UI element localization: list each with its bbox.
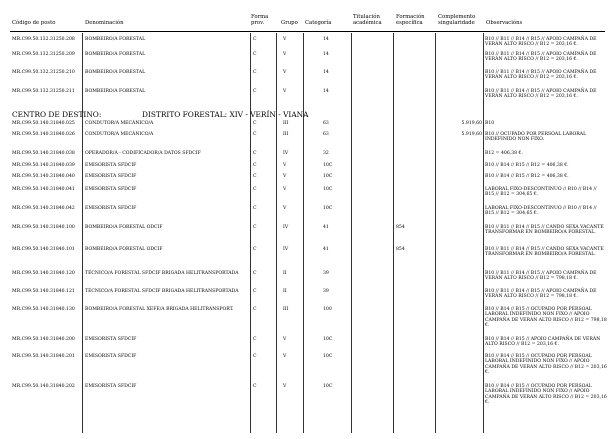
column-divider (82, 33, 83, 433)
column-divider (483, 33, 484, 433)
post-code: MR.C99.50.140.31840.042 (12, 206, 75, 211)
post-forma: C (253, 307, 257, 312)
post-categoria: 63 (323, 121, 329, 126)
post-code: MR.C99.50.140.31840.039 (12, 163, 75, 168)
post-forma: C (253, 151, 257, 156)
post-code: MR.C99.50.140.31840.041 (12, 187, 75, 192)
post-observations: B10 // B14 // B15 // B12 = 406,38 €. (485, 174, 569, 179)
post-grupo: V (283, 354, 287, 359)
destination-district: DISTRITO FORESTAL: XIV - VERÍN - VIANA (142, 110, 309, 119)
post-denomination: EMISORISTA SFDCIF (85, 163, 137, 168)
post-observations: B10 // B14 // B15 // OCUPADO POR PERSOAL LABORAL INDEFINIDO NON FIXO // APOIO CAMPAÑA DE VERÁN ALTO RISCO // B12 = 203,16 €. (485, 354, 607, 376)
header-denominacion: Denominación (85, 20, 124, 26)
post-code: MR.C99.50.140.31840.121 (12, 289, 75, 294)
post-denomination: CONDUTOR/A MECÁNICO/A (85, 121, 154, 126)
header-grupo: Grupo (281, 20, 298, 26)
post-grupo: III (283, 132, 289, 137)
header-formacion: Formación específica (396, 14, 425, 27)
post-forma: C (253, 354, 257, 359)
post-code: MR.C99.50.132.31250.210 (12, 70, 75, 75)
post-forma: C (253, 52, 257, 57)
post-grupo: II (283, 271, 287, 276)
post-grupo: V (283, 89, 287, 94)
post-code: MR.C99.50.140.31840.026 (12, 132, 75, 137)
post-denomination: EMISORISTA SFDCIF (85, 354, 137, 359)
post-observations: B10 // B14 // B15 // OCUPADO POR PERSOAL LABORAL INDEFINIDO NON FIXO // APOIO CAMPAÑA DE VERÁN ALTO RISCO // B12 = 798,18 €. (485, 307, 607, 329)
table-header (0, 0, 615, 32)
post-forma: C (253, 206, 257, 211)
column-divider (393, 33, 394, 433)
post-forma: C (253, 132, 257, 137)
post-grupo: IV (283, 247, 289, 252)
post-denomination: BOMBEIRO/A FORESTAL XEFE/A BRIGADA HELITRANSPORT. (85, 307, 234, 312)
post-denomination: BOMBEIRO/A FORESTAL (85, 52, 146, 57)
post-forma: C (253, 163, 257, 168)
post-denomination: EMISORISTA SFDCIF (85, 384, 137, 389)
post-denomination: BOMBEIRO/A FORESTAL (85, 37, 146, 42)
post-observations: B10 // B11 // B14 // B15 // APOIO CAMPAÑA DE VERÁN ALTO RISCO // B12 = 203,16 €. (485, 37, 597, 48)
post-categoria: 10C (323, 174, 333, 179)
post-grupo: V (283, 52, 287, 57)
post-observations: B10 // B11 // B14 // B15 // CANDO SEXA VACANTE TRANSFORMAR EN BOMBEIRO/A FORESTAL. (485, 247, 604, 258)
post-observations: B10 (485, 121, 495, 126)
post-observations: B12 = 406,38 €. (485, 151, 523, 156)
header-categoria: Categoría (305, 20, 332, 26)
header-complemento: Complemento singularidade (438, 14, 476, 27)
post-categoria: 10C (323, 206, 333, 211)
column-divider (276, 33, 277, 433)
post-grupo: V (283, 187, 287, 192)
header-titulacion: Titulación académica (353, 14, 382, 27)
post-grupo: V (283, 70, 287, 75)
post-categoria: 10C (323, 337, 333, 342)
header-forma: Forma prov. (251, 14, 269, 27)
column-divider (435, 33, 436, 433)
post-categoria: 41 (323, 247, 329, 252)
post-categoria: 10C (323, 163, 333, 168)
post-formation: 854 (396, 247, 405, 252)
post-categoria: 14 (323, 89, 329, 94)
post-forma: C (253, 174, 257, 179)
post-grupo: IV (283, 151, 289, 156)
post-categoria: 32 (323, 151, 329, 156)
post-observations: B10 // OCUPADO POR PERSOAL LABORAL INDEFINIDO NON FIXO. (485, 132, 587, 143)
column-divider (351, 33, 352, 433)
post-code: MR.C99.50.140.31840.200 (12, 337, 75, 342)
post-categoria: 39 (323, 271, 329, 276)
post-categoria: 10C (323, 384, 333, 389)
post-denomination: BOMBEIRO/A FORESTAL ODCIF (85, 247, 163, 252)
post-forma: C (253, 187, 257, 192)
post-forma: C (253, 247, 257, 252)
post-denomination: TÉCNICO/A FORESTAL SFDCIF BRIGADA HELITRANSPORTADA (85, 271, 239, 276)
post-code: MR.C99.50.140.31840.038 (12, 151, 75, 156)
post-grupo: V (283, 163, 287, 168)
post-observations: B10 // B11 // B14 // B15 // APOIO CAMPAÑA DE VERÁN ALTO RISCO // B12 = 203,16 €. (485, 89, 597, 100)
post-denomination: BOMBEIRO/A FORESTAL (85, 70, 146, 75)
post-forma: C (253, 89, 257, 94)
post-grupo: II (283, 289, 287, 294)
post-code: MR.C99.50.140.31840.120 (12, 271, 75, 276)
post-denomination: CONDUTOR/A MECÁNICO/A (85, 132, 154, 137)
post-formation: 854 (396, 225, 405, 230)
post-denomination: EMISORISTA SFDCIF (85, 337, 137, 342)
post-categoria: 63 (323, 132, 329, 137)
post-grupo: III (283, 121, 289, 126)
post-forma: C (253, 384, 257, 389)
post-grupo: V (283, 206, 287, 211)
post-grupo: IV (283, 225, 289, 230)
column-divider (250, 33, 251, 433)
post-denomination: TÉCNICO/A FORESTAL SFDCIF BRIGADA HELITRANSPORTADA (85, 289, 239, 294)
header-code: Código de posto (12, 20, 56, 26)
post-forma: C (253, 289, 257, 294)
post-categoria: 14 (323, 37, 329, 42)
post-code: MR.C99.50.140.31840.201 (12, 354, 75, 359)
post-forma: C (253, 225, 257, 230)
post-observations: B10 // B11 // B14 // B15 // APOIO CAMPAÑA DE VERÁN ALTO RISCO // B12 = 203,16 €. (485, 70, 597, 81)
post-grupo: III (283, 307, 289, 312)
post-code: MR.C99.50.132.31250.211 (12, 89, 75, 94)
post-observations: B10 // B14 // B15 // B12 = 406,38 €. (485, 163, 569, 168)
column-divider (303, 33, 304, 433)
post-observations: B10 // B11 // B14 // B15 // APOIO CAMPAÑA DE VERÁN ALTO RISCO // B12 = 203,16 €. (485, 52, 597, 63)
post-observations: B10 // B14 // B15 // APOIO CAMPAÑA DE VERÁN ALTO RISCO // B12 = 203,16 €. (485, 337, 601, 348)
post-forma: C (253, 271, 257, 276)
post-observations: B10 // B11 // B14 // B15 // APOIO CAMPAÑA DE VERÁN ALTO RISCO // B12 = 798,18 €. (485, 271, 597, 282)
post-categoria: 41 (323, 225, 329, 230)
post-denomination: OPERADOR/A - CODIFICADOR/A DATOS SFDCIF (85, 151, 201, 156)
post-observations: B10 // B14 // B15 // OCUPADO POR PERSOAL LABORAL INDEFINIDO NON FIXO // APOIO CAMPAÑA DE VERÁN ALTO RISCO // B12 = 203,16 €. (485, 384, 607, 406)
post-forma: C (253, 337, 257, 342)
post-code: MR.C99.50.140.31840.202 (12, 384, 75, 389)
header-observacions: Observacións (486, 20, 523, 26)
post-categoria: 10C (323, 187, 333, 192)
post-code: MR.C99.50.140.31840.100 (12, 225, 75, 230)
post-grupo: V (283, 37, 287, 42)
post-observations: LABORAL FIXO-DESCONTINUO // B10 // B14 // B15 // B12 = 304,65 €. (485, 187, 597, 198)
post-observations: B10 // B11 // B14 // B15 // APOIO CAMPAÑA DE VERÁN ALTO RISCO // B12 = 798,18 €. (485, 289, 597, 300)
post-complement: 5.919,60 (461, 121, 482, 126)
header-rule (10, 31, 605, 32)
post-categoria: 14 (323, 70, 329, 75)
post-complement: 5.919,60 (461, 132, 482, 137)
post-categoria: 100 (323, 307, 332, 312)
post-categoria: 10C (323, 354, 333, 359)
post-forma: C (253, 121, 257, 126)
post-code: MR.C99.50.132.31250.209 (12, 52, 75, 57)
post-denomination: BOMBEIRO/A FORESTAL (85, 89, 146, 94)
post-denomination: EMISORISTA SFDCIF (85, 206, 137, 211)
post-observations: B10 // B11 // B14 // B15 // CANDO SEXA VACANTE TRANSFORMAR EN BOMBEIRO/A FORESTAL. (485, 225, 604, 236)
post-forma: C (253, 70, 257, 75)
destination-label: CENTRO DE DESTINO: (12, 110, 102, 119)
post-denomination: EMISORISTA SFDCIF (85, 187, 137, 192)
post-code: MR.C99.50.140.31840.130 (12, 307, 75, 312)
post-forma: C (253, 37, 257, 42)
post-code: MR.C99.50.132.31250.208 (12, 37, 75, 42)
post-code: MR.C99.50.140.31840.101 (12, 247, 75, 252)
post-categoria: 14 (323, 52, 329, 57)
post-denomination: BOMBEIRO/A FORESTAL ODCIF (85, 225, 163, 230)
post-observations: LABORAL FIXO-DESCONTINUO // B10 // B14 // B15 // B12 = 304,65 €. (485, 206, 597, 217)
post-categoria: 39 (323, 289, 329, 294)
post-code: MR.C99.50.140.31840.025 (12, 121, 75, 126)
post-denomination: EMISORISTA SFDCIF (85, 174, 137, 179)
post-grupo: V (283, 384, 287, 389)
post-grupo: V (283, 337, 287, 342)
post-code: MR.C99.50.140.31840.040 (12, 174, 75, 179)
post-grupo: V (283, 174, 287, 179)
